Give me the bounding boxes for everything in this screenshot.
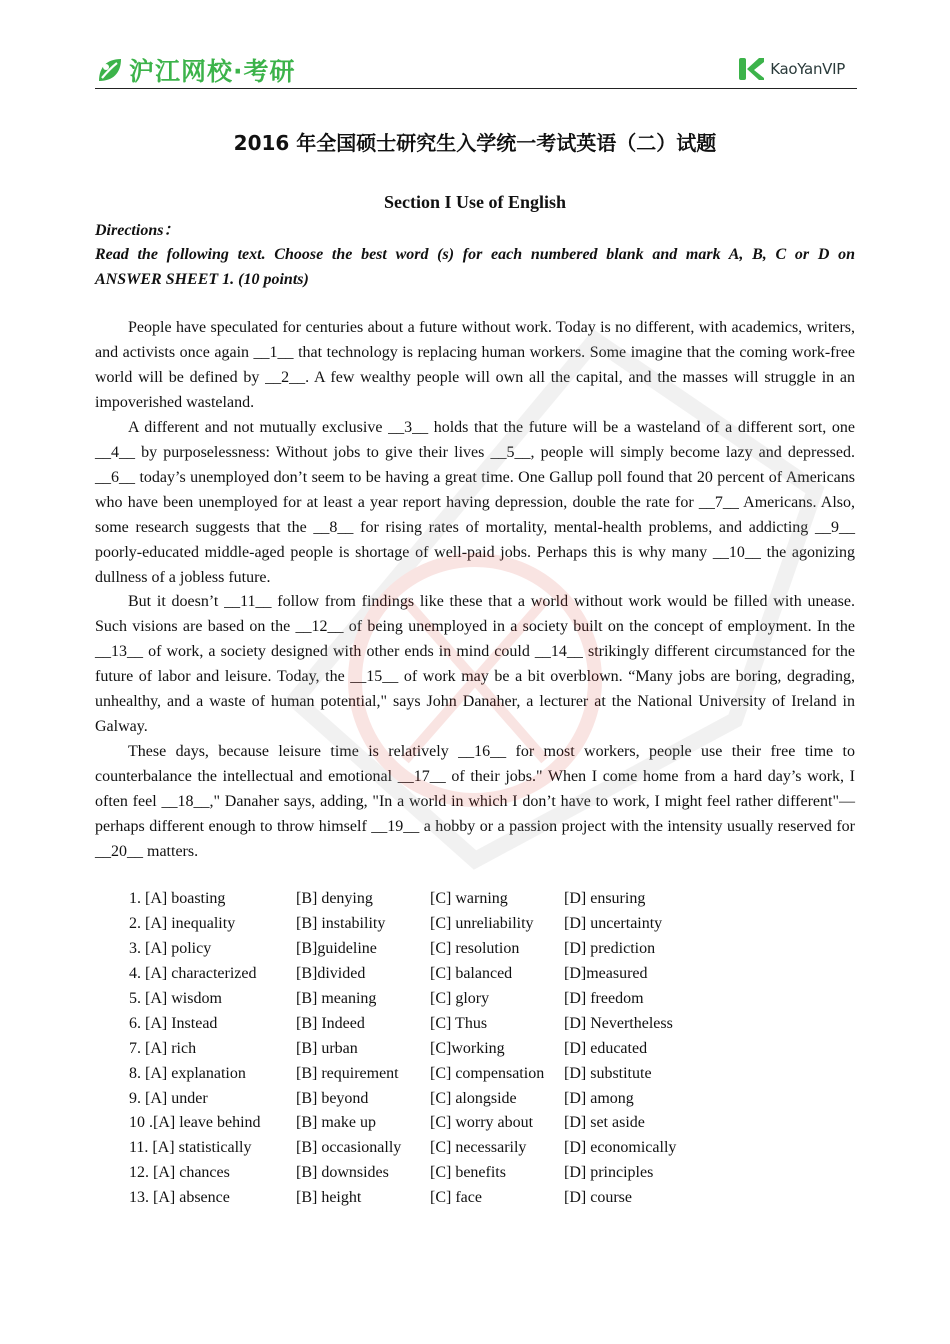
option-d: [D] Nevertheless [564, 1014, 673, 1032]
option-d: [D] principles [564, 1164, 654, 1182]
section-title: Section I Use of English [383, 192, 567, 212]
leaf-logo-icon [95, 55, 125, 85]
page-header [95, 50, 857, 89]
k-logo-icon [737, 56, 765, 82]
option-d: [D] freedom [564, 989, 644, 1007]
option-c: [C] face [430, 1189, 482, 1207]
paragraph-4: These days, because leisure time is relatively __16__ for most workers, people use their free time to counterbalance the intellectual and emotional __17__ of their jobs." When I come home from a hard day’s work, I often feel __18__," Danaher says, adding, "In a world in which I don’t have to work, I might feel rather different"—perhaps different enough to throw himself __19__ a hobby or a passion project with the intensity usually reserved for __20__ matters. [95, 743, 855, 861]
option-c: [C] unreliability [430, 914, 534, 932]
paragraph-1: People have speculated for centuries about a future without work. Today is no different, with academics, writers, and activists once again __1__ that technology is replacing human workers. Some imagine that the coming work-free world will be defined by __2__. A few wealthy people will own all the capital, and the masses will struggle in an impoverished wasteland. [95, 319, 855, 411]
option-d: [D] substitute [564, 1064, 652, 1082]
option-a: 5. [A] wisdom [129, 989, 222, 1007]
option-c: [C] Thus [430, 1014, 488, 1032]
option-a: 8. [A] explanation [129, 1064, 246, 1082]
option-c: [C] worry about [430, 1114, 534, 1132]
option-b: [B] requirement [296, 1064, 399, 1082]
option-c: [C] balanced [430, 964, 513, 982]
option-c: [C] warning [430, 890, 508, 907]
option-d: [D] uncertainty [564, 914, 663, 932]
option-b: [B]divided [296, 964, 366, 982]
option-d: [D] economically [564, 1139, 677, 1157]
option-b: [B] Indeed [296, 1014, 365, 1032]
option-b: [B] height [296, 1189, 362, 1207]
option-b: [B] meaning [296, 989, 377, 1007]
option-a: 3. [A] policy [129, 939, 212, 957]
passage [95, 316, 855, 865]
option-b: [B] downsides [296, 1164, 389, 1182]
paragraph-2: A different and not mutually exclusive __3__ holds that the future will be a wasteland of a different sort, one __4__ by purposelessness: Without jobs to give their lives __5__, people will simply become lazy and depressed. __6__ today’s unemployed don’t seem to be having a great time. One Gallup poll found that 20 percent of Americans who have been unemployed for at least a year report having depression, double the rate for __7__ Americans. Also, some research suggests that the __8__ for rising rates of mortality, mental-health problems, and addicting __9__ poorly-educated middle-aged people is shortage of well-paid jobs. Perhaps this is why many __10__ the agonizing dullness of a jobless future. [95, 418, 855, 586]
paragraph-3: But it doesn’t __11__ follow from findings like these that a world without work would be filled with unease. Such visions are based on the __12__ of being unemployed in a society built on the concept of employment. In the __13__ of work, a society designed with other ends in mind could __14__ strikingly different circumstanced for the future of labor and leisure. Today, the __15__ of work may be a bit overblown. “Many jobs are boring, degrading, unhealthy, and a waste of human potential," says John Danaher, a lecturer at the National University of Ireland in Galway. [95, 593, 855, 736]
option-b: [B] beyond [296, 1089, 369, 1107]
option-d: [D] among [564, 1089, 634, 1107]
option-c: [C] resolution [430, 939, 520, 957]
option-c: [C] necessarily [430, 1139, 527, 1157]
option-b: [B] denying [296, 890, 373, 907]
option-c: [C] glory [430, 989, 490, 1007]
option-c: [C] benefits [430, 1164, 506, 1182]
option-c: [C] compensation [430, 1064, 545, 1082]
option-d: [D] educated [564, 1039, 648, 1057]
option-a: 9. [A] under [129, 1089, 208, 1107]
option-d: [D] ensuring [564, 890, 646, 907]
option-b: [B] make up [296, 1114, 376, 1132]
hujiang-logo [95, 52, 296, 88]
option-a: 4. [A] characterized [129, 964, 257, 982]
option-a: 2. [A] inequality [129, 914, 236, 932]
option-b: [B]guideline [296, 939, 377, 957]
hujiang-logo-text: 沪江网校·考研 [129, 57, 296, 86]
option-a: 11. [A] statistically [129, 1139, 252, 1157]
instructions-line-2: ANSWER SHEET 1. (10 points) [95, 271, 309, 288]
option-a: 10 .[A] leave behind [129, 1114, 261, 1132]
option-c: [C]working [430, 1039, 505, 1057]
option-b: [B] occasionally [296, 1139, 402, 1157]
option-a: 1. [A] boasting [129, 890, 226, 907]
directions-label: Directions： [95, 222, 180, 239]
option-a: 7. [A] rich [129, 1039, 197, 1057]
instructions [95, 242, 855, 292]
kaoyanvip-logo-text: KaoYanVIP [770, 60, 845, 78]
option-d: [D]measured [564, 964, 648, 982]
option-a: 6. [A] Instead [129, 1014, 218, 1032]
instructions-line-1: Read the following text. Choose the best word (s) for each numbered blank and mark A, B, C or D on [95, 246, 855, 263]
exam-title: 2016 年全国硕士研究生入学统一考试英语（二）试题 [233, 131, 717, 155]
option-a: 12. [A] chances [129, 1164, 230, 1182]
option-d: [D] prediction [564, 939, 656, 957]
option-c: [C] alongside [430, 1089, 517, 1107]
option-d: [D] set aside [564, 1114, 645, 1132]
option-a: 13. [A] absence [129, 1189, 230, 1207]
option-b: [B] urban [296, 1039, 358, 1057]
kaoyanvip-logo [737, 56, 845, 82]
option-d: [D] course [564, 1189, 632, 1207]
option-b: [B] instability [296, 914, 386, 932]
